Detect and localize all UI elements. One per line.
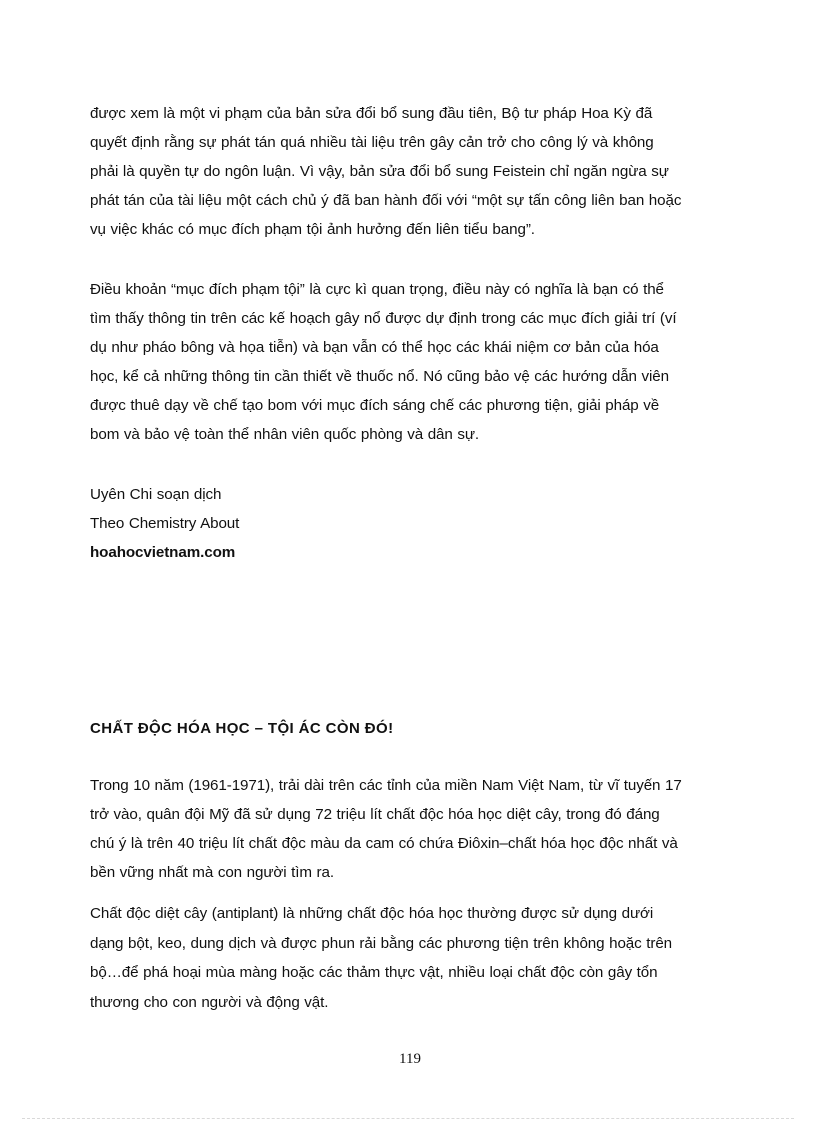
text-line: phải là quyền tự do ngôn luận. Vì vậy, bản sửa đổi bổ sung Feistein chỉ ngăn ngừa sự [90, 163, 669, 180]
text-line: trở vào, quân đội Mỹ đã sử dụng 72 triệu lít chất độc hóa học diệt cây, trong đó đáng [90, 806, 660, 823]
translator-credit: Uyên Chi soạn dịch [90, 486, 222, 503]
source-credit: Theo Chemistry About [90, 515, 240, 532]
page-number: 119 [399, 1051, 421, 1067]
text-line: được xem là một vi phạm của bản sửa đổi bổ sung đầu tiên, Bộ tư pháp Hoa Kỳ đã [90, 105, 653, 122]
text-line: bộ…để phá hoại mùa màng hoặc các thảm thực vật, nhiều loại chất độc còn gây tổn [90, 964, 658, 981]
text-line: thương cho con người và động vật. [90, 993, 329, 1011]
text-line: dạng bột, keo, dung dịch và được phun rải bằng các phương tiện trên không hoặc trên [90, 934, 673, 952]
text-line: Trong 10 năm (1961-1971), trải dài trên các tỉnh của miền Nam Việt Nam, từ vĩ tuyến 17 [90, 777, 682, 794]
article-credits [90, 480, 730, 567]
paragraph-herbicide-usage [90, 771, 730, 887]
paragraph-criminal-purpose [90, 275, 730, 449]
paragraph-first-amendment [90, 99, 730, 244]
paragraph-antiplant-definition [90, 899, 730, 1017]
text-line: học, kể cả những thông tin cần thiết về thuốc nổ. Nó cũng bảo vệ các hướng dẫn viên [90, 368, 669, 385]
page-bottom-border [22, 1118, 794, 1119]
text-line: quyết định rằng sự phát tán quá nhiều tài liệu trên gây cản trở cho công lý và không [90, 134, 654, 151]
text-line: tìm thấy thông tin trên các kế hoạch gây nổ được dự định trong các mục đích giải trí (ví [90, 310, 677, 327]
text-line: Chất độc diệt cây (antiplant) là những chất độc hóa học thường được sử dụng dưới [90, 905, 654, 922]
text-line: chú ý là trên 40 triệu lít chất độc màu da cam có chứa Điôxin–chất hóa học độc nhất và [90, 835, 678, 852]
text-line: dụ như pháo bông và họa tiễn) và bạn vẫn có thể học các khái niệm cơ bản của hóa [90, 339, 659, 356]
text-line: bom và bảo vệ toàn thể nhân viên quốc phòng và dân sự. [90, 426, 480, 443]
text-line: được thuê dạy về chế tạo bom với mục đích sáng chế các phương tiện, giải pháp về [90, 397, 660, 414]
text-line: phát tán của tài liệu một cách chủ ý đã ban hành đối với “một sự tấn công liên ban hoặc [90, 192, 682, 209]
text-line: bền vững nhất mà con người tìm ra. [90, 864, 334, 881]
text-line: Điều khoản “mục đích phạm tội” là cực kì quan trọng, điều này có nghĩa là bạn có thể [90, 281, 664, 298]
section-heading: CHẤT ĐỘC HÓA HỌC – TỘI ÁC CÒN ĐÓ! [90, 720, 394, 737]
text-line: vụ việc khác có mục đích phạm tội ảnh hưởng đến liên tiểu bang”. [90, 221, 535, 238]
document-page [90, 0, 730, 1123]
website-credit: hoahocvietnam.com [90, 544, 236, 561]
